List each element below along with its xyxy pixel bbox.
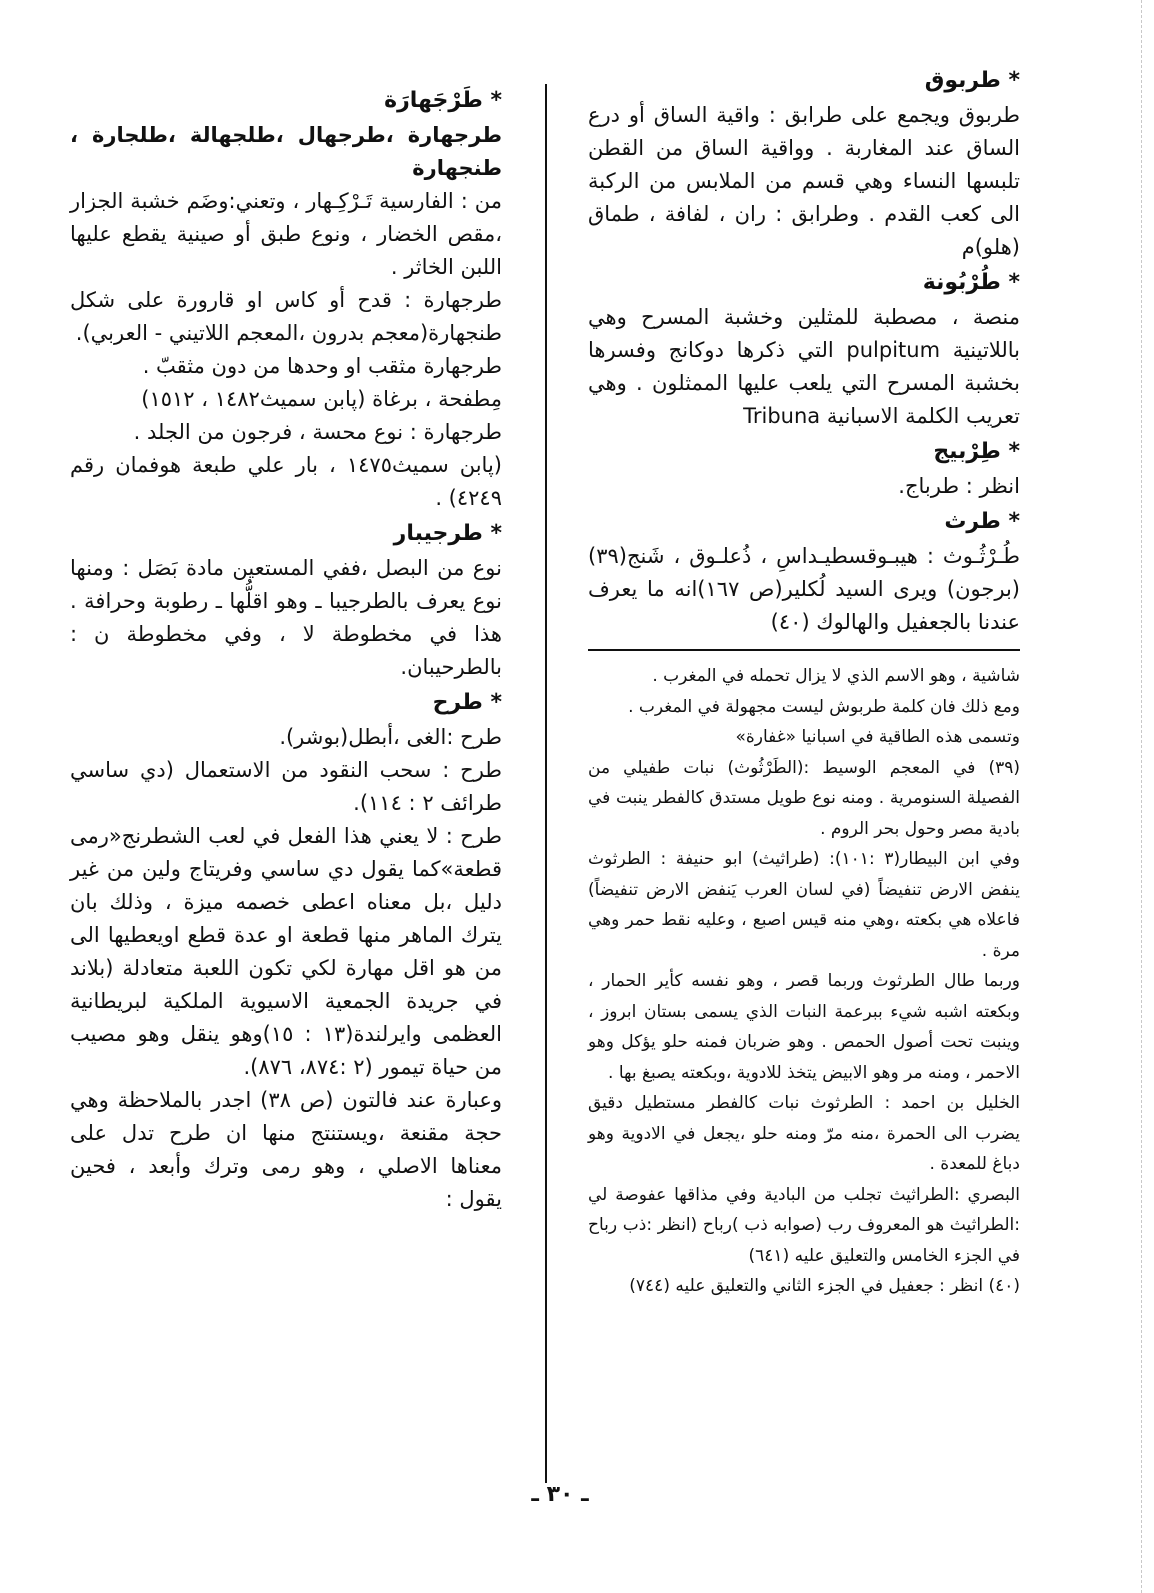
- footnote-39-paragraph: الخليل بن احمد : الطرثوث نبات كالفطر مستطيل دقيق يضرب الى الحمرة ،منه مرّ ومنه حلو ،يجعل في الادوية وهو دباغ للمعدة .: [588, 1093, 1020, 1174]
- footnote-39-paragraph: البصري :الطراثيث تجلب من البادية وفي مذاقها عفوصة لي :الطراثيث هو المعروف رب (صوابه ذب )رباح (انظر :ذب رباح في الجزء الخامس والتعليق عليه (٦٤١): [588, 1184, 1020, 1266]
- entry-text-tarjahara: طرجهارة : قدح أو كاس او قارورة على شكل طنجهارة(معجم بدرون ،المعجم اللاتيني - العربي).: [70, 288, 502, 345]
- entry-text-tarth: طُـرْثُـوث : هيبـوقسطيـداسِ ، ذُعلـوق ، شَنج(٣٩) (برجون) ويرى السيد لُكلير(ص ١٦٧)انه ما يعرف عندنا بالجعفيل والهالوك (٤٠): [588, 544, 1021, 634]
- entry-heading-tarh: * طرح: [432, 690, 502, 715]
- entry-text-tarh: طرح :الغى ،أبطل(بوشر).: [279, 725, 502, 749]
- footnote-continued-line: شاشية ، وهو الاسم الذي لا يزال تحمله في المغرب .: [652, 666, 1020, 686]
- entry-forms-tarjahara: طرجهارة ،طرجهال ،طلجهالة ،طلجارة ، طنجهارة: [70, 123, 502, 180]
- entry-text-tarjahara: من : الفارسية تَـرْكِـهار ، وتعني:وضَم خشبة الجزار ،مقص الخضار ، ونوع طبق أو صينية يقطع عليها اللبن الخاثر .: [70, 189, 502, 279]
- entry-heading-tarjahara: * طَرْجَهارَة: [384, 88, 502, 113]
- entry-text-tarbuq: طربوق ويجمع على طرابق : واقية الساق أو درع الساق عند المغاربة . وواقية الساق من القطن تلبسها النساء وهي قسم من الملابس من الركبة الى كعب القدم . وطرابق : ران ، لفافة ، طماق (هلو)م: [588, 103, 1020, 259]
- right-column: [588, 62, 1020, 1302]
- entry-text-tarjahara: (پابن سميث١٤٧٥ ، بار علي طبعة هوفمان رقم ٤٢٤٩) .: [70, 453, 502, 510]
- footnote-39-paragraph: وفي ابن البيطار(٣ :١٠١): (طراثيث) ابو حنيفة : الطرثوث ينفض الارض تنفيضاً (في لسان العرب يَنفض الارض تنفيضاً) فاعلاه هي بكعته ،وهي منه قيس اصبع ، وعليه نقط حمر وهي مرة .: [588, 849, 1020, 961]
- footnote-39-paragraph: (٣٩) في المعجم الوسيط :(الطَرْثُوث) نبات طفيلي من الفصيلة السنومرية . ومنه نوع طويل مستدق كالفطر ينبت في بادية مصر وحول بحر الروم .: [588, 757, 1020, 839]
- column-divider: [545, 84, 547, 1483]
- entry-text-tarjahara: طرجهارة : نوع محسة ، فرجون من الجلد .: [133, 420, 502, 444]
- entry-text-tarbij: انظر : طرباج.: [898, 474, 1020, 498]
- footnote-40: (٤٠) انظر : جعفيل في الجزء الثاني والتعليق عليه (٧٤٤): [629, 1276, 1020, 1296]
- entry-heading-tarth: * طرث: [944, 509, 1020, 534]
- left-column: [70, 82, 502, 1216]
- entry-text-tarh: طرح : لا يعني هذا الفعل في لعب الشطرنج«رمى قطعة»كما يقول دي ساسي وفريتاج ولين من غير دليل ،بل معناه اعطى خصمه ميزة ، وذلك بان يترك الماهر منها قطعة او عدة قطع اويعطيها الى من هو اقل مهارة لكي تكون اللعبة متعادلة (بلاند في جريدة الجمعية الاسيوية الملكية لبريطانية العظمى وايرلندة(١٣ : ١٥)وهو ينقل وهو مصيب من حياة تيمور (٢ :٨٧٤، ٨٧٦).: [70, 824, 502, 1079]
- footnote-continued-line: ومع ذلك فان كلمة طربوش ليست مجهولة في المغرب .: [628, 696, 1020, 717]
- entry-heading-tarjibar: * طرجيبار: [393, 521, 502, 546]
- footnote-39-paragraph: وربما طال الطرثوث وربما قصر ، وهو نفسه كأير الحمار ، وبكعته اشبه شيء ببرعمة النبات الذي يسمى بستان ابروز ، وينبت تحت أصول الحمص . وهو ضربان فمنه حلو يؤكل وهو الاحمر ، ومنه مر وهو الابيض يتخذ للادوية ،وبكعته يصبغ بها .: [588, 971, 1020, 1083]
- entry-text-tarjibar: نوع من البصل ،ففي المستعين مادة بَصَل : ومنها نوع يعرف بالطرجيبا ـ وهو اقلُّها ـ رطوبة وحرافة . هذا في مخطوطة لا ، وفي مخطوطة ن : بالطرحيبان.: [70, 556, 502, 679]
- entry-text-turbuna: منصة ، مصطبة للمثلين وخشبة المسرح وهي باللاتينية pulpitum التي ذكرها دوكانج وفسرها بخشبة المسرح التي يلعب عليها الممثلون . وهي تعريب الكلمة الاسبانية Tribuna: [588, 305, 1020, 428]
- entry-text-tarjahara: طرجهارة مثقب او وحدها من دون مثقبّ .: [142, 354, 502, 378]
- footnotes: [588, 661, 1020, 1302]
- entry-heading-turbuna: * طُرْبُونة: [922, 270, 1020, 295]
- entry-heading-tarbij: * طِرْبيج: [933, 439, 1020, 464]
- entry-text-tarh: وعبارة عند فالتون (ص ٣٨) اجدر بالملاحظة وهي حجة مقنعة ،ويستنتج منها ان طرح تدل على معناها الاصلي ، وهو رمى وترك وأبعد ، فحين يقول :: [70, 1088, 502, 1211]
- scan-edge-line: [1141, 0, 1142, 1593]
- footnote-separator: [588, 649, 1020, 651]
- entry-heading-tarbuq: * طربوق: [924, 68, 1020, 93]
- page-number: ـ ٣٠ ـ: [531, 1482, 589, 1507]
- footnote-continued-line: وتسمى هذه الطاقية في اسبانيا «غفارة»: [735, 727, 1020, 747]
- entry-text-tarjahara: مِطفحة ، برغاة (پابن سميث١٤٨٢ ، ١٥١٢): [141, 387, 502, 411]
- entry-text-tarh: طرح : سحب النقود من الاستعمال (دي ساسي طرائف ٢ : ١١٤).: [70, 758, 502, 815]
